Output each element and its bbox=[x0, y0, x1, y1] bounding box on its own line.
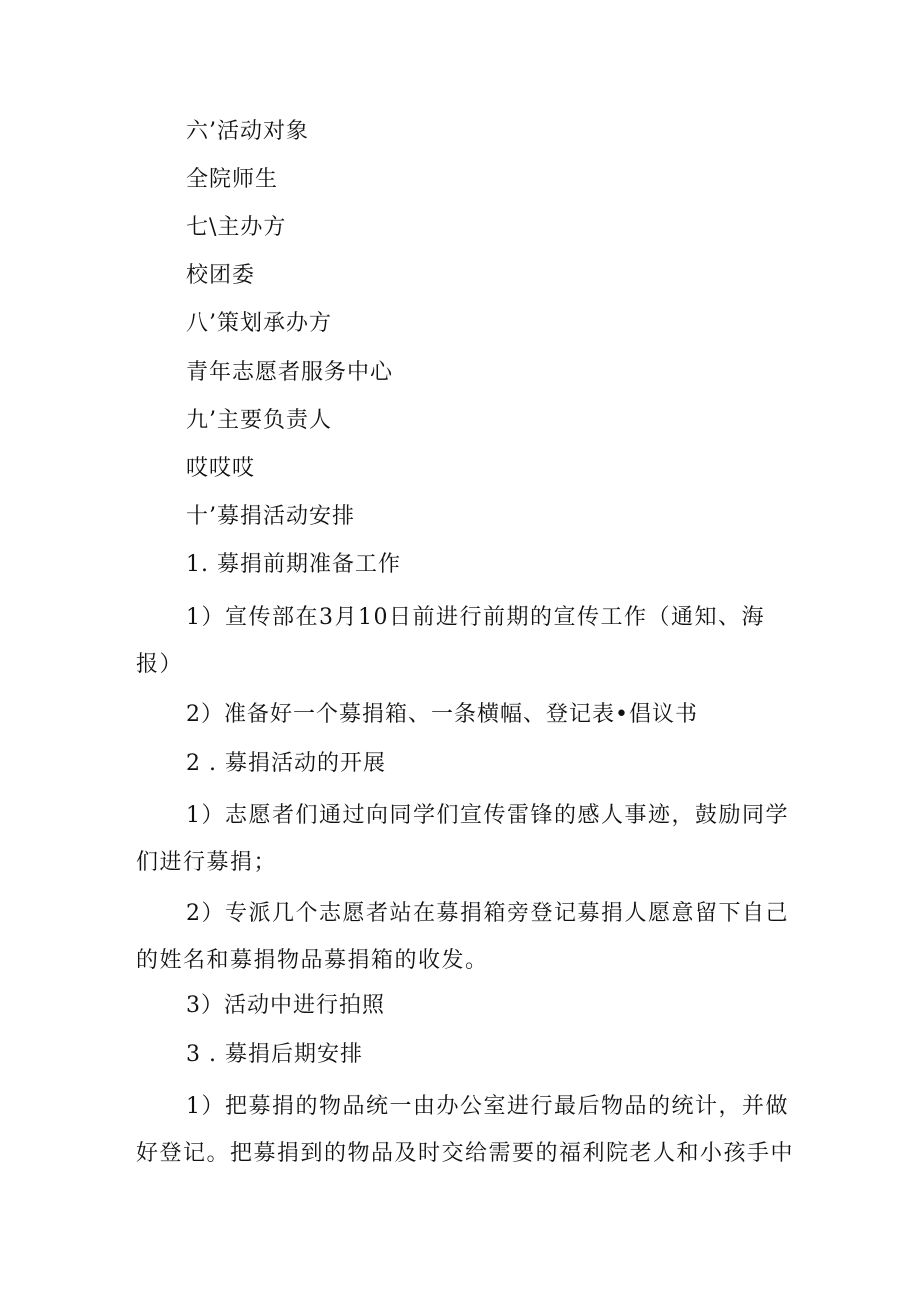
paragraph-statistics: 1）把募捐的物品统一由办公室进行最后物品的统计，并做好登记。把募捐到的物品及时交给需要的福利院老人和小孩手中 bbox=[136, 1094, 795, 1166]
item-prepare-materials: 2）准备好一个募捐箱、一条横幅、登记表•倡议书 bbox=[186, 702, 698, 727]
text-responsible: 哎哎哎 bbox=[186, 456, 256, 481]
text-organizer: 校团委 bbox=[186, 263, 256, 288]
heading-follow-up: 3 . 募捐后期安排 bbox=[186, 1042, 363, 1067]
heading-activity-target: 六’活动对象 bbox=[186, 119, 309, 144]
heading-preparation: 1. 募捐前期准备工作 bbox=[186, 552, 401, 577]
heading-planner: 八’策划承办方 bbox=[186, 311, 332, 336]
paragraph-publicity: 1）宣传部在3月10日前进行前期的宣传工作（通知、海报） bbox=[136, 605, 765, 677]
heading-organizer: 七\主办方 bbox=[186, 215, 287, 240]
item-photo: 3）活动中进行拍照 bbox=[186, 993, 385, 1018]
paragraph-volunteers: 1）志愿者们通过向同学们宣传雷锋的感人事迹，鼓励同学们进行募捐； bbox=[136, 803, 789, 875]
paragraph-register: 2）专派几个志愿者站在募捐箱旁登记募捐人愿意留下自己的姓名和募捐物品募捐箱的收发。 bbox=[136, 901, 789, 973]
heading-activity-execution: 2 . 募捐活动的开展 bbox=[186, 751, 386, 776]
heading-arrangement: 十’募捐活动安排 bbox=[186, 504, 355, 529]
text-activity-target: 全院师生 bbox=[186, 167, 279, 192]
heading-responsible: 九’主要负责人 bbox=[186, 408, 332, 433]
text-planner: 青年志愿者服务中心 bbox=[186, 360, 394, 385]
